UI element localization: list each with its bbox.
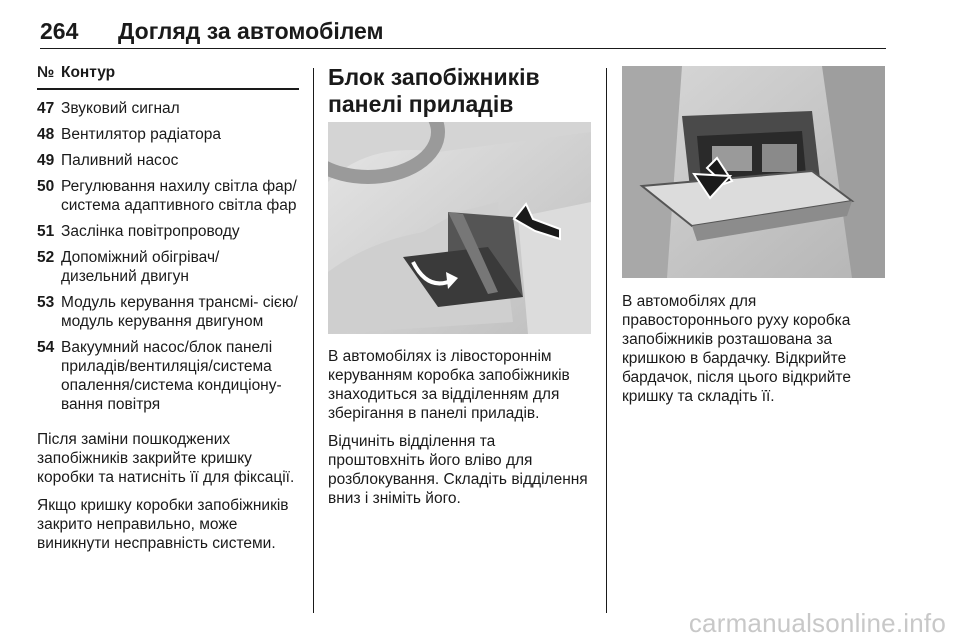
- table-row: [37, 293, 299, 331]
- row-text: Звуковий сигнал: [61, 100, 180, 117]
- left-column: [37, 64, 299, 553]
- number-header: №: [37, 64, 55, 81]
- table-row: [37, 151, 299, 170]
- fuse-box-rhd-illustration: [622, 66, 885, 278]
- table-row: [37, 338, 299, 414]
- circuit-header: Контур: [61, 64, 116, 81]
- row-text: Допоміжний обігрівач/ дизельний двигун: [61, 249, 220, 285]
- table-row: [37, 125, 299, 144]
- row-text: Паливний насос: [61, 152, 179, 169]
- rhd-text: [622, 292, 884, 406]
- row-text: Модуль керування трансмі- сією/модуль керування двигуном: [61, 294, 298, 330]
- table-row: [37, 99, 299, 118]
- row-number: 47: [37, 100, 55, 117]
- row-text: Заслінка повітропроводу: [61, 223, 240, 240]
- section-heading-block: [328, 64, 590, 118]
- column-divider: [606, 68, 607, 613]
- table-row: [37, 177, 299, 215]
- paragraph: В автомобілях для правостороннього руху коробка запобіжників розташована за кришкою в бардачку. Відкрийте бардачок, після цього відкрийте кришку та складіть її.: [622, 293, 851, 405]
- paragraph: В автомобілях із лівостороннім керуванням коробка запобіжників знаходиться за відділенням для зберігання в панелі приладів.: [328, 348, 570, 422]
- lhd-text: [328, 347, 590, 508]
- page-number: 264: [40, 18, 79, 44]
- fuse-table: [37, 90, 299, 414]
- table-row: [37, 248, 299, 286]
- table-header: [37, 64, 299, 90]
- page-title: Догляд за автомобілем: [118, 18, 384, 44]
- row-number: 49: [37, 152, 55, 169]
- watermark: carmanualsonline.info: [688, 608, 946, 638]
- row-number: 48: [37, 126, 55, 143]
- row-text: Вентилятор радіатора: [61, 126, 221, 143]
- row-number: 51: [37, 223, 55, 240]
- row-text: Регулювання нахилу світла фар/система адаптивного світла фар: [61, 178, 297, 214]
- row-text: Вакуумний насос/блок панелі приладів/вентиляція/система опалення/система кондиціону- вання повітря: [61, 339, 282, 413]
- paragraph: Відчиніть відділення та проштовхніть його вліво для розблокування. Складіть відділення вниз і зніміть його.: [328, 433, 588, 507]
- column-divider: [313, 68, 314, 613]
- row-number: 50: [37, 178, 55, 195]
- section-title: Блок запобіжників панелі приладів: [328, 64, 540, 117]
- row-number: 54: [37, 339, 55, 356]
- paragraph: Якщо кришку коробки запобіжників закрито неправильно, може виникнути несправність системи.: [37, 497, 289, 552]
- table-row: [37, 222, 299, 241]
- row-number: 52: [37, 249, 55, 266]
- fuse-box-lhd-illustration: [328, 122, 591, 334]
- row-number: 53: [37, 294, 55, 311]
- paragraph: Після заміни пошкоджених запобіжників закрийте кришку коробки та натисніть її для фіксації.: [37, 431, 295, 486]
- page-header: [40, 10, 886, 49]
